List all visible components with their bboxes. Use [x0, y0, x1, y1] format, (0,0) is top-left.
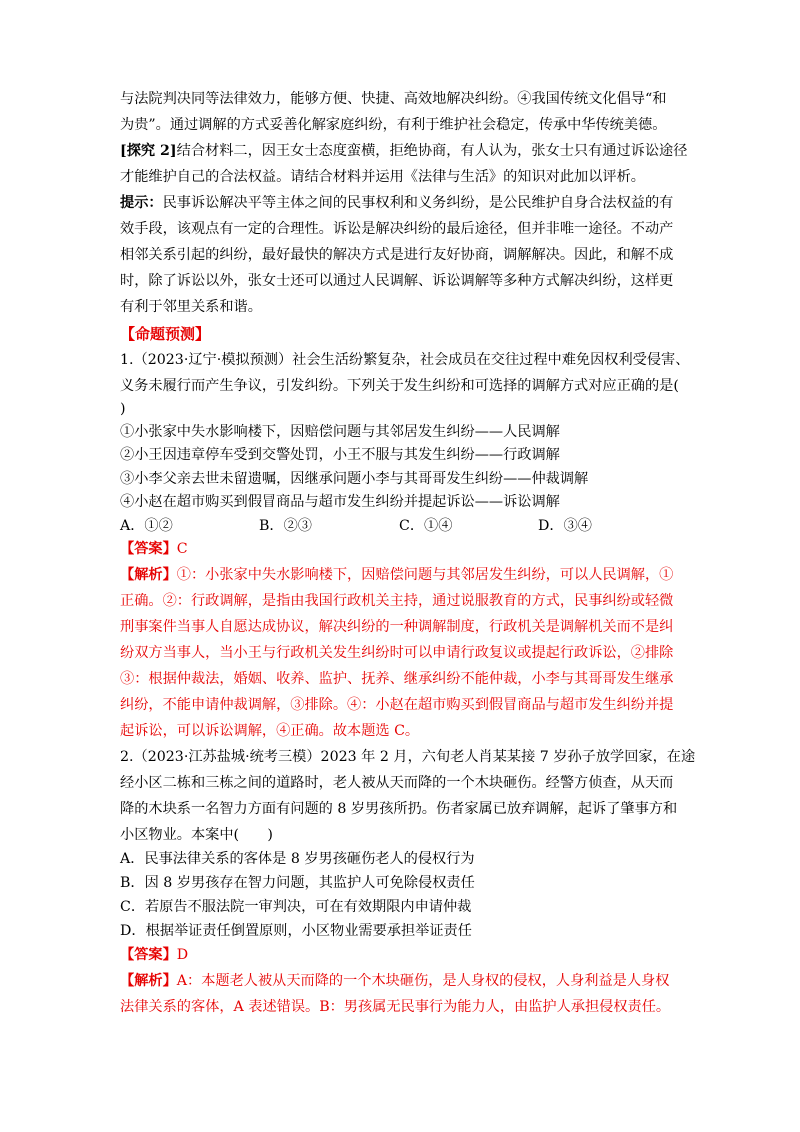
q1-answer-label: 【答案】	[120, 541, 177, 557]
intro-line-2: 为贵”。通过调解的方式妥善化解家庭纠纷，有利于维护社会稳定，传承中华传统美德。	[120, 117, 667, 133]
q1-analysis-line-3: 刑事案件当事人自愿达成协议，解决纠纷的一种调解制度，行政机关是调解机关而不是纠	[120, 619, 674, 635]
q2-option-d: D．根据举证责任倒置原则，小区物业需要承担举证责任	[120, 923, 472, 939]
q1-analysis-line-1	[120, 565, 673, 587]
q1-stem-line-1: 1.（2023·辽宁·模拟预测）社会生活纷繁复杂，社会成员在交往过程中难免因权利受侵害、	[120, 352, 690, 368]
q2-analysis-line-2: 法律关系的客体，A 表述错误。B：男孩属无民事行为能力人，由监护人承担侵权责任。	[120, 999, 671, 1015]
q2-stem-line-3: 降的木块系一名智力方面有问题的 8 岁男孩所扔。伤者家属已放弃调解，起诉了肇事方和	[120, 801, 678, 817]
q2-option-c: C．若原告不服法院一审判决，可在有效期限内申请仲裁	[120, 899, 472, 915]
q1-option-c: C．①④	[399, 518, 453, 534]
q1-stem-line-3: )	[120, 401, 126, 417]
q1-stem-line-2: 义务未履行而产生争议，引发纠纷。下列关于发生纠纷和可选择的调解方式对应正确的是(	[120, 378, 679, 394]
q1-option-d: D．③④	[538, 518, 592, 534]
q1-analysis-line-5: ③：根据仲裁法，婚姻、收养、监护、抚养、继承纠纷不能仲裁，小李与其哥哥发生继承	[120, 671, 674, 687]
hint-label: 提示：	[120, 195, 163, 211]
hint-line-2: 效手段，该观点有一定的合理性。诉讼是解决纠纷的最后途径，但并非唯一途径。不动产	[120, 221, 674, 237]
q2-answer-label: 【答案】	[120, 947, 177, 963]
hint-line-5: 有利于邻里关系和谐。	[120, 299, 262, 315]
section-title: 【命题预测】	[120, 325, 211, 343]
explore2-text: 结合材料二，因王女士态度蛮横，拒绝协商，有人认为，张女士只有通过诉讼途径	[176, 143, 688, 159]
intro-line-1: 与法院判决同等法律效力，能够方便、快捷、高效地解决纠纷。④我国传统文化倡导“和	[120, 91, 667, 107]
q1-option-b: B．②③	[259, 518, 312, 534]
q2-analysis-label: 【解析】	[120, 973, 177, 989]
q1-options-row	[120, 516, 686, 538]
q2-analysis-line-1	[120, 971, 669, 993]
hint-line-1	[120, 193, 673, 215]
explore2-label: [探究 2]	[120, 143, 177, 159]
q1-analysis-line-7: 起诉讼，可以诉讼调解，④正确。故本题选 C。	[120, 723, 420, 739]
hint-line-4: 时，除了诉讼以外，张女士还可以通过人民调解、诉讼调解等多种方式解决纠纷，这样更	[120, 273, 674, 289]
hint-line-3: 相邻关系引起的纠纷，最好最快的解决方式是进行友好协商，调解解决。因此，和解不成	[120, 247, 674, 263]
q2-answer-value: D	[176, 947, 189, 963]
q1-answer-value: C	[176, 541, 188, 557]
q1-analysis-text: ①：小张家中失水影响楼下，因赔偿问题与其邻居发生纠纷，可以人民调解，①	[176, 567, 674, 583]
q1-analysis-line-4: 纷双方当事人，当小王与行政机关发生纠纷时可以申请行政复议或提起行政诉讼，②排除	[120, 645, 674, 661]
q1-analysis-label: 【解析】	[120, 567, 177, 583]
q1-item-3: ③小李父亲去世未留遗嘱，因继承问题小李与其哥哥发生纠纷——仲裁调解	[120, 471, 589, 487]
q2-answer-line	[120, 945, 188, 967]
q2-analysis-text: A：本题老人被从天而降的一个木块砸伤，是人身权的侵权，人身利益是人身权	[176, 973, 670, 989]
explore2-line-1	[120, 141, 687, 163]
q1-item-2: ②小王因违章停车受到交警处罚，小王不服与其发生纠纷——行政调解	[120, 447, 560, 463]
q1-analysis-line-6: 纠纷，不能申请仲裁调解，③排除。④：小赵在超市购买到假冒商品与超市发生纠纷并提	[120, 697, 674, 713]
q1-item-1: ①小张家中失水影响楼下，因赔偿问题与其邻居发生纠纷——人民调解	[120, 424, 560, 440]
q2-option-b: B．因 8 岁男孩存在智力问题，其监护人可免除侵权责任	[120, 875, 475, 891]
q2-stem-line-1: 2.（2023·江苏盐城·统考三模）2023 年 2 月，六旬老人肖某某接 7 岁孙子放学回家，在途	[120, 749, 696, 765]
q2-option-a: A．民事法律关系的客体是 8 岁男孩砸伤老人的侵权行为	[120, 851, 475, 867]
hint-text: 民事诉讼解决平等主体之间的民事权利和义务纠纷，是公民维护自身合法权益的有	[162, 195, 674, 211]
q1-item-4: ④小赵在超市购买到假冒商品与超市发生纠纷并提起诉讼——诉讼调解	[120, 494, 560, 510]
q1-option-a: A．①②	[120, 518, 173, 534]
q1-answer-line	[120, 539, 188, 561]
explore2-line-2: 才能维护自己的合法权益。请结合材料并运用《法律与生活》的知识对此加以评析。	[120, 169, 645, 185]
q2-stem-line-2: 经小区二栋和三栋之间的道路时，老人被从天而降的一个木块砸伤。经警方侦查，从天而	[120, 775, 674, 791]
q1-analysis-line-2: 正确。②：行政调解，是指由我国行政机关主持，通过说服教育的方式，民事纠纷或轻微	[120, 593, 674, 609]
q2-stem-line-4: 小区物业。本案中( )	[120, 827, 273, 843]
